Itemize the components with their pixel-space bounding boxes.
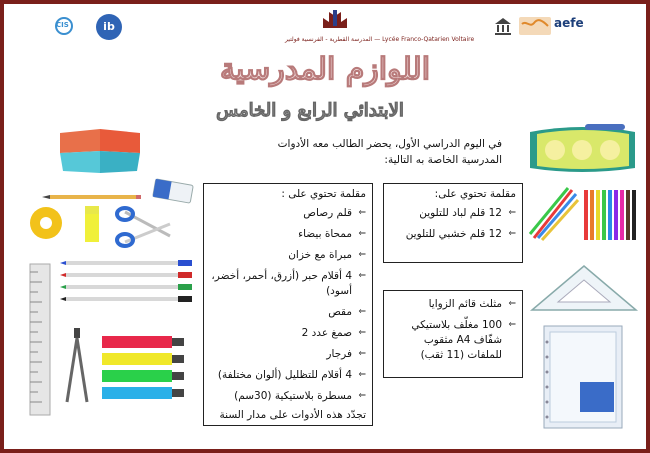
- cis-label: CIS: [56, 21, 69, 29]
- extra-supplies-box: [383, 290, 523, 378]
- cis-logo: [50, 16, 78, 38]
- list-item: ⇐ مسطرة بلاستيكية (30سم): [210, 389, 366, 404]
- pens-icon: [60, 258, 195, 304]
- zipper-pencil-case-icon: [525, 120, 640, 175]
- glue-stick-icon: [82, 204, 102, 244]
- list-item: ⇐ فرجار: [210, 347, 366, 362]
- scissors-icon: [115, 206, 175, 248]
- school-name: المدرسة القطرية - الفرنسية فولتير — Lycée Franco-Qatarien Voltaire: [285, 36, 475, 43]
- compass-icon: [62, 326, 92, 406]
- list-item: ⇐ 4 أقلام للتظليل (ألوان مختلفة): [210, 368, 366, 383]
- felt-markers-icon: [582, 186, 640, 244]
- list-item: ⇐ مثلث قائم الزوايا: [390, 297, 516, 312]
- renewal-note: تجدّد هذه الأدوات على مدار السنة: [219, 409, 366, 421]
- unesco-logo: [492, 16, 514, 36]
- set-square-icon: [528, 262, 640, 314]
- colored-pencils-icon: [528, 186, 580, 242]
- ruler-icon: [28, 262, 52, 417]
- list-item: ⇐ 12 قلم خشبي للتلوين: [390, 227, 516, 242]
- list-item: ⇐ قلم رصاص: [210, 206, 366, 221]
- page-title: اللوازم المدرسية: [219, 52, 431, 87]
- highlighters-icon: [100, 334, 186, 404]
- list-item: ⇐ مبراة مع خزان: [210, 248, 366, 263]
- coloring-pencil-case-box: [383, 183, 523, 263]
- school-emblem-icon: [315, 8, 355, 30]
- aefe-logo: [518, 14, 608, 38]
- list-item: ⇐ ممحاة بيضاء: [210, 227, 366, 242]
- aefe-label: aefe: [554, 16, 584, 30]
- list-item: ⇐ 12 قلم لباد للتلوين: [390, 206, 516, 221]
- school-logo: [285, 8, 475, 48]
- box-heading: مقلمة تحتوي على:: [434, 188, 516, 200]
- pencil-case-icon: [55, 125, 145, 175]
- globe-map-icon: [518, 14, 552, 38]
- list-item: ⇐ مقص: [210, 305, 366, 320]
- pencil-icon: [42, 192, 142, 202]
- box-heading: مقلمة تحتوي على :: [281, 188, 366, 200]
- eraser-icon: [152, 178, 194, 204]
- pencil-case-list-box: [203, 183, 373, 426]
- ib-logo: ib: [96, 14, 122, 40]
- list-item: ⇐ 100 مغلّف بلاستيكي شفّاف A4 مثقوب للملفات (11 ثقب): [390, 318, 516, 363]
- tape-dispenser-icon: [28, 205, 64, 241]
- list-item: ⇐ صمغ عدد 2: [210, 326, 366, 341]
- page-subtitle: الابتدائي الرابع و الخامس: [216, 100, 404, 121]
- sheet-protectors-icon: [540, 322, 626, 432]
- list-item: ⇐ 4 أقلام حبر (أزرق، أحمر، أخضر، أسود): [210, 269, 366, 299]
- intro-text: في اليوم الدراسي الأول، يحضر الطالب معه الأدوات المدرسية الخاصة به التالية:: [277, 138, 502, 166]
